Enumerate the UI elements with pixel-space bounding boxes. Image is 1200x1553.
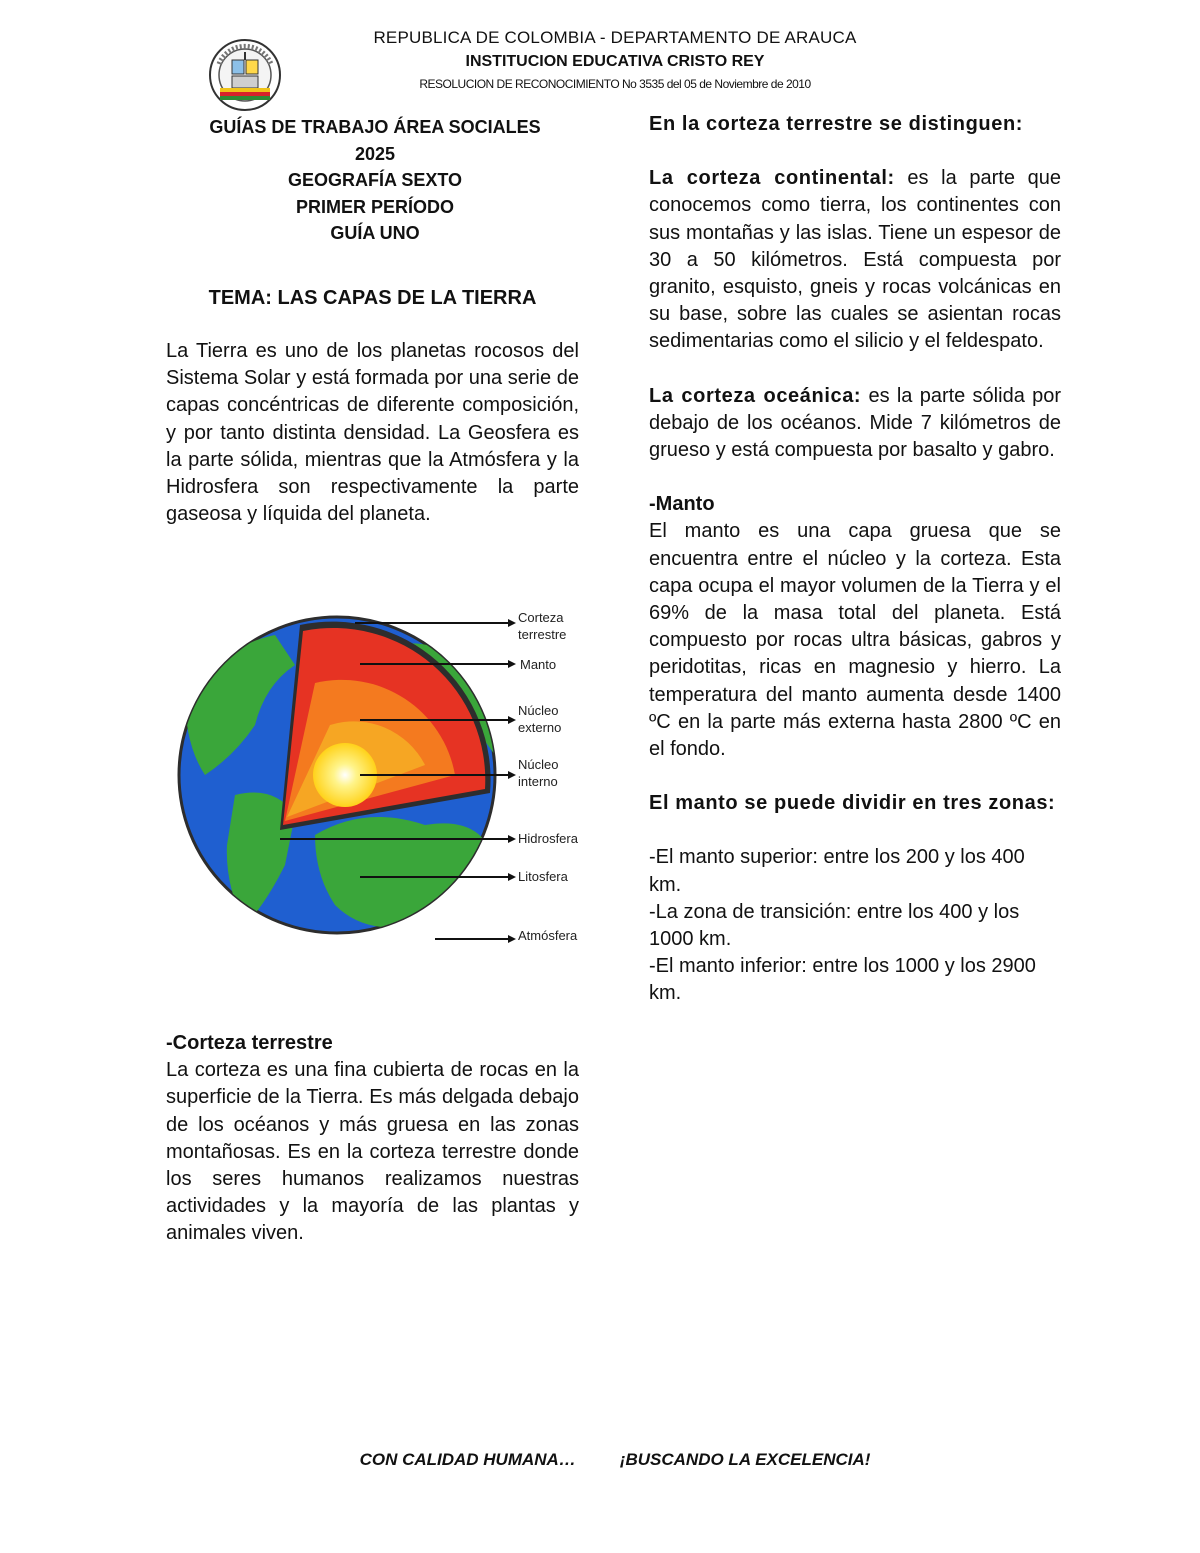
oceanica-paragraph bbox=[649, 383, 1061, 465]
guide-subject: GEOGRAFÍA SEXTO bbox=[287, 170, 463, 190]
header-institution: INSTITUCION EDUCATIVA CRISTO REY bbox=[465, 53, 765, 70]
corteza-text: La corteza es una fina cubierta de rocas en la superficie de la Tierra. Es más delgada debajo de los océanos y más gruesa en las zonas montañosas. Es en la corteza terrestre donde los seres humanos realizamos nuestras actividades y la mayoría de las plantas y animales viven. bbox=[166, 1059, 579, 1245]
corteza-section bbox=[166, 1030, 579, 1248]
label-nucleo-externo-1: Núcleo bbox=[518, 703, 559, 718]
label-nucleo-interno-2: interno bbox=[518, 774, 558, 789]
guide-number: GUÍA UNO bbox=[330, 223, 420, 243]
continental-paragraph bbox=[649, 165, 1061, 355]
guide-year: 2025 bbox=[354, 143, 396, 164]
manto-section bbox=[649, 491, 1061, 763]
corteza-title: -Corteza terrestre bbox=[166, 1032, 333, 1054]
manto-text: El manto es una capa gruesa que se encuentra entre el núcleo y la corteza. Esta capa ocupa el mayor volumen de la Tierra y el 69% de la masa total del planeta. Está compuesto por rocas ultra básicas, gabros y peridotitas, ricas en magnesio y hierro. La temperatura del manto aumenta desde 1400 ºC en la parte más externa hasta 2800 ºC en el fondo. bbox=[649, 520, 1061, 761]
guide-period: PRIMER PERÍODO bbox=[295, 196, 455, 217]
footer-motto bbox=[300, 1450, 930, 1470]
guide-area: GUÍAS DE TRABAJO ÁREA SOCIALES bbox=[209, 117, 541, 137]
oceanica-label: La corteza oceánica: bbox=[649, 384, 862, 407]
guide-title bbox=[170, 114, 580, 247]
footer-left: CON CALIDAD HUMANA… bbox=[359, 1450, 576, 1469]
label-corteza-1: Corteza bbox=[518, 610, 564, 625]
intro-paragraph: La Tierra es uno de los planetas rocosos del Sistema Solar y está formada por una serie de capas concéntricas de diferente composición, y por tanto distinta densidad. La Geosfera es la parte sólida, mientras que la Atmósfera y la Hidrosfera son respectivamente la parte gaseosa y líquida del planeta. bbox=[166, 340, 579, 526]
label-nucleo-externo-2: externo bbox=[518, 720, 562, 735]
zonas-heading: El manto se puede dividir en tres zonas: bbox=[649, 792, 1056, 815]
continental-text: es la parte que conocemos como tierra, los continentes con sus montañas y las islas. Tiene un espesor de 30 a 50 kilómetros. Está compuesta por granito, esquisto, gneis y rocas volcánicas en su base, sobre las cuales se asientan rocas sedimentarias como el silicio y el feldespato. bbox=[649, 167, 1061, 353]
label-corteza-2: terrestre bbox=[518, 627, 567, 642]
footer-right: ¡BUSCANDO LA EXCELENCIA! bbox=[619, 1450, 871, 1469]
zona-inferior: -El manto inferior: entre los 1000 y los 2900 km. bbox=[649, 955, 1036, 1005]
oceanica-text: es la parte sólida por debajo de los océanos. Mide 7 kilómetros de grueso y está compuesta por basalto y gabro. bbox=[649, 384, 1061, 462]
right-column bbox=[649, 111, 1061, 1008]
leader-arrows bbox=[508, 619, 516, 943]
school-logo-icon bbox=[208, 38, 282, 112]
header-resolution: RESOLUCION DE RECONOCIMIENTO No 3535 del 05 de Noviembre de 2010 bbox=[419, 77, 811, 91]
label-nucleo-interno-1: Núcleo bbox=[518, 757, 559, 772]
manto-title: -Manto bbox=[649, 493, 715, 516]
label-atmosfera: Atmósfera bbox=[518, 928, 578, 943]
zona-superior: -El manto superior: entre los 200 y los 400 km. bbox=[649, 846, 1025, 896]
zonas-list bbox=[649, 844, 1061, 1007]
label-manto: Manto bbox=[520, 657, 557, 672]
topic-heading: TEMA: LAS CAPAS DE LA TIERRA bbox=[208, 287, 537, 309]
label-litosfera: Litosfera bbox=[518, 869, 568, 884]
header-country: REPUBLICA DE COLOMBIA - DEPARTAMENTO DE ARAUCA bbox=[373, 28, 857, 47]
earth-layers-diagram bbox=[165, 605, 595, 975]
distinguen-heading: En la corteza terrestre se distinguen: bbox=[649, 113, 1024, 135]
continental-label: La corteza continental: bbox=[649, 167, 895, 190]
label-hidrosfera: Hidrosfera bbox=[518, 831, 578, 846]
zona-transicion: -La zona de transición: entre los 400 y los 1000 km. bbox=[649, 900, 1020, 951]
